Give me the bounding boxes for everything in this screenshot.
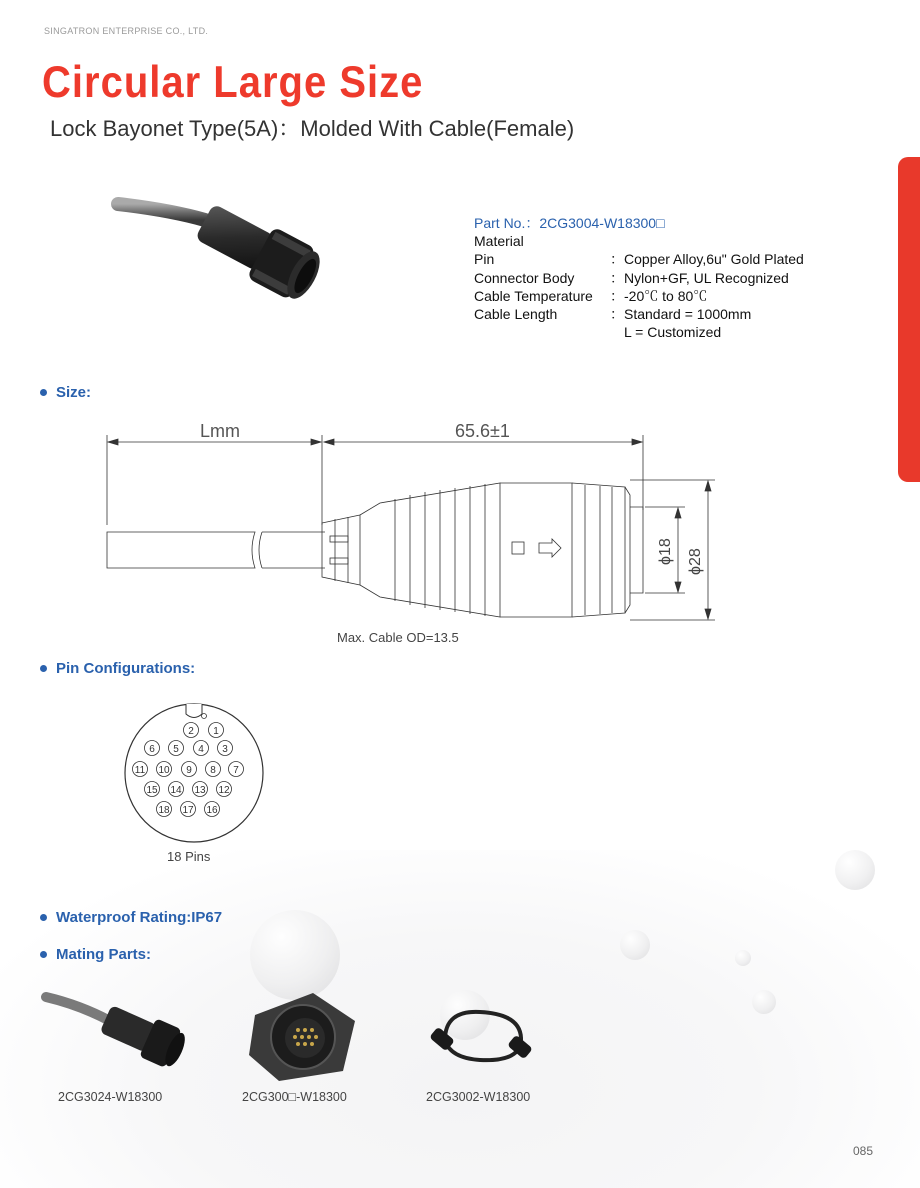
bullet-icon [40,389,47,396]
mating-part-label: 2CG3002-W18300 [426,1090,531,1104]
pin-label: 2 [188,726,194,737]
dim-inner-diameter: ϕ18 [657,538,674,565]
dimension-drawing [0,415,920,630]
spec-key: Pin [474,251,495,268]
mating-part-label: 2CG3024-W18300 [58,1090,163,1104]
spec-row [474,305,804,323]
length-note: L = Customized [624,324,722,341]
bullet-icon [40,665,47,672]
pin-label: 11 [134,765,146,776]
spec-value: ：Standard = 1000mm [610,306,752,323]
page-subtitle: Lock Bayonet Type(5A)：Molded With Cable(Female) [50,116,575,141]
dim-outer-diameter: ϕ28 [687,548,704,575]
spec-value: ：-20℃ to 80℃ [610,287,708,304]
page-number: 085 [853,1144,874,1158]
pin-label: 1 [213,726,219,737]
spec-value: ：Nylon+GF, UL Recognized [610,269,789,286]
pin-label: 15 [146,785,158,796]
dim-length-label: Lmm [200,421,240,441]
spec-block [474,214,804,341]
spec-key: Cable Length [474,306,558,323]
spec-row [474,269,804,287]
pin-label: 14 [170,785,182,796]
material-label: Material [474,233,524,250]
pin-label: 16 [206,805,218,816]
product-connector-image [110,190,340,330]
decorative-bubble [835,850,875,890]
mating-part-image-1 [40,985,190,1085]
dim-body-length: 65.6±1 [455,421,510,441]
spec-key: Connector Body [474,269,575,286]
pin-label: 18 [158,805,170,816]
section-mating-label: Mating Parts: [56,946,152,963]
decorative-bubble [752,990,776,1014]
pin-configuration-diagram [116,700,272,846]
spec-row [474,287,804,305]
pin-label: 4 [198,744,204,755]
section-size-label: Size: [56,384,92,401]
decorative-bubble [735,950,751,966]
decorative-bubble [620,930,650,960]
page-title: Circular Large Size [42,58,424,108]
bullet-icon [40,914,47,921]
pin-label: 10 [158,765,170,776]
spec-row [474,250,804,268]
section-pins [40,660,195,677]
mating-part-image-3 [425,1000,535,1080]
spec-row [474,323,804,341]
bullet-icon [40,951,47,958]
pin-label: 3 [222,744,228,755]
company-name: SINGATRON ENTERPRISE CO., LTD. [44,26,209,36]
section-waterproof [40,909,222,926]
pin-label: 9 [186,765,192,776]
section-mating [40,946,151,963]
section-waterproof-label: Waterproof Rating:IP67 [56,909,223,926]
pins-caption: 18 Pins [167,849,211,864]
section-size [40,384,91,401]
pin-label: 7 [233,765,239,776]
pin-label: 6 [149,744,155,755]
pin-label: 13 [194,785,206,796]
pin-label: 12 [218,785,230,796]
part-number: Part No.：2CG3004-W18300□ [474,215,665,231]
spec-value: ：Copper Alloy,6u" Gold Plated [610,251,804,268]
drawing-caption: Max. Cable OD=13.5 [337,630,459,645]
mating-part-label: 2CG300□-W18300 [242,1090,347,1104]
mating-part-image-2 [243,985,363,1085]
pin-label: 8 [210,765,216,776]
spec-key: Cable Temperature [474,287,593,304]
pin-label: 17 [182,805,194,816]
pin-label: 5 [173,744,179,755]
section-pins-label: Pin Configurations: [56,660,196,677]
